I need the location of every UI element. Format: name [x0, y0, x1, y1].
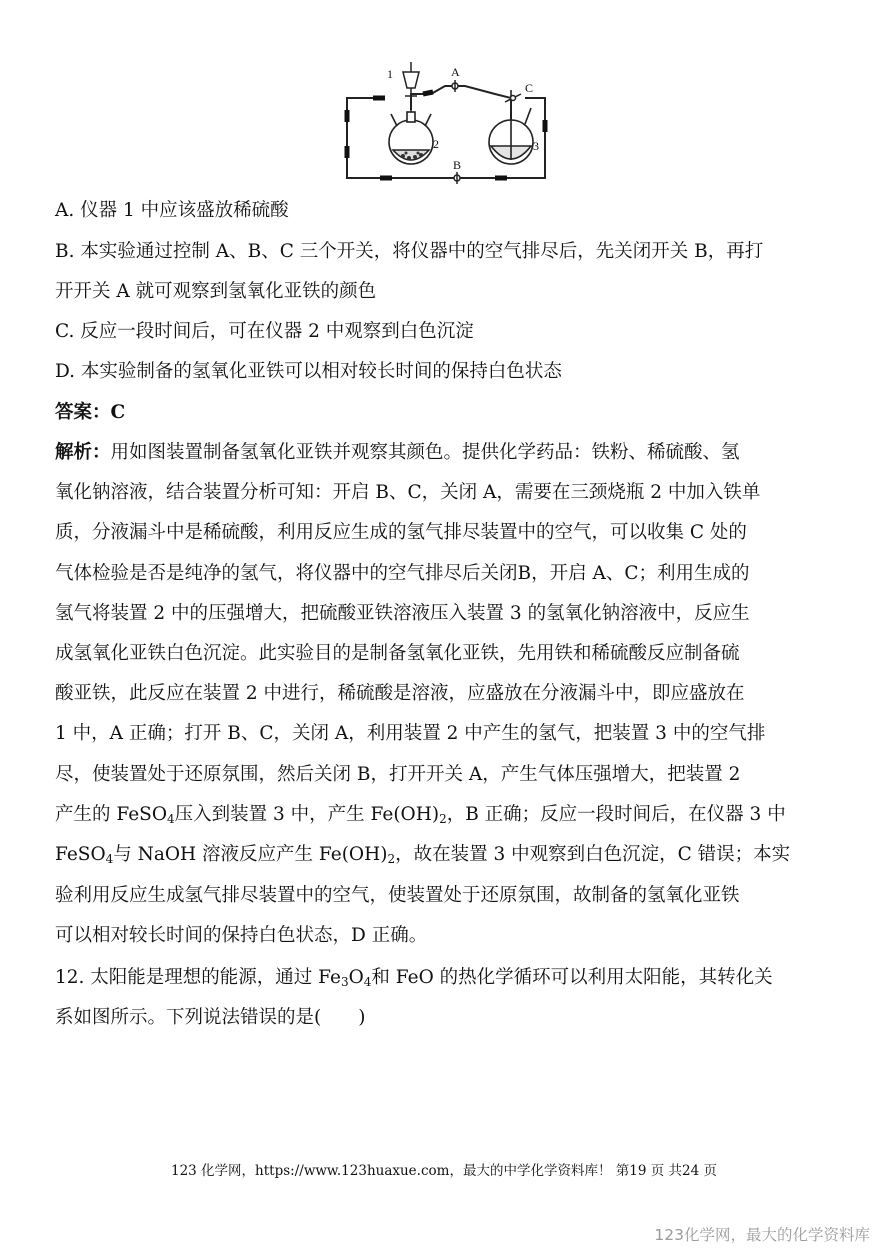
switch-b	[454, 172, 460, 184]
analysis-line-11: FeSO$_4$与 NaOH 溶液反应产生 $Fe(OH)_2$，故在装置 3 中观察到白色沉淀，C 错误；本实	[55, 844, 791, 866]
switch-a	[452, 80, 458, 92]
option-b-line-1: B. 本实验通过控制 A、B、C 三个开关，将仪器中的空气排尽后，先关闭开关 B，再打	[55, 241, 764, 262]
analysis-line-13: 可以相对较长时间的保持白色状态，D 正确。	[55, 925, 428, 946]
page-footer: 123 化学网，https://www.123huaxue.com，最大的中学化学资料库！ 第19 页 共24 页	[171, 1163, 717, 1179]
analysis-line-9: 尽，使装置处于还原氛围，然后关闭 B，打开开关 A，产生气体压强增大，把装置 2	[55, 764, 741, 785]
analysis-line-12: 验利用反应生成氢气排尽装置中的空气，使装置处于还原氛围，故制备的氢氧化亚铁	[55, 885, 740, 906]
analysis-text: 用如图装置制备氢氧化亚铁并观察其颜色。提供化学药品：铁粉、稀硫酸、氢	[110, 442, 740, 463]
option-d: D. 本实验制备的氢氧化亚铁可以相对较长时间的保持白色状态	[55, 361, 562, 382]
label-2: 2	[433, 137, 439, 151]
analysis-line-5: 氢气将装置 2 中的压强增大，把硫酸亚铁溶液压入装置 3 的氢氧化钠溶液中，反应生	[55, 603, 750, 624]
answer-value: C	[110, 402, 126, 423]
answer	[55, 401, 125, 425]
flask-3	[489, 90, 533, 164]
analysis-line-1	[55, 441, 740, 465]
flask-2	[389, 112, 433, 164]
question-12-line-2: 系如图所示。下列说法错误的是( )	[55, 1007, 366, 1028]
option-c: C. 反应一段时间后，可在仪器 2 中观察到白色沉淀	[55, 321, 474, 342]
analysis-line-7: 酸亚铁，此反应在装置 2 中进行，稀硫酸是溶液，应盛放在分液漏斗中，即应盛放在	[55, 683, 745, 704]
analysis-line-2: 氧化钠溶液，结合装置分析可知：开启 B、C，关闭 A，需要在三颈烧瓶 2 中加入铁单	[55, 482, 761, 503]
answer-label: 答案：	[55, 402, 111, 423]
analysis-line-4: 气体检验是否是纯净的氢气，将仪器中的空气排尽后关闭B，开启 A、C；利用生成的	[55, 563, 750, 584]
analysis-line-10: 产生的 FeSO$_4$压入到装置 3 中，产生 $Fe(OH)_2$，B 正确；反应一段时间后，在仪器 3 中	[55, 804, 786, 826]
analysis-line-6: 成氢氧化亚铁白色沉淀。此实验目的是制备氢氧化亚铁，先用铁和稀硫酸反应制备硫	[55, 643, 740, 664]
label-c: C	[525, 81, 534, 95]
label-3: 3	[533, 139, 539, 153]
separatory-funnel-1	[403, 62, 419, 112]
analysis-line-8: 1 中，A 正确；打开 B、C，关闭 A，利用装置 2 中产生的氢气，把装置 3 中的空气排	[55, 723, 766, 744]
analysis-label: 解析：	[55, 442, 111, 463]
label-b: B	[453, 158, 462, 172]
option-b-line-2: 开开关 A 就可观察到氢氧化亚铁的颜色	[55, 281, 377, 302]
option-a: A. 仪器 1 中应该盛放稀硫酸	[55, 200, 289, 221]
question-12-line-1: 12. 太阳能是理想的能源，通过 $Fe_3O_4$和 FeO 的热化学循环可以利用太阳能，其转化关	[55, 967, 773, 989]
watermark: 123化学网，最大的化学资料库	[654, 1226, 870, 1244]
label-1: 1	[387, 67, 393, 81]
analysis-line-3: 质，分液漏斗中是稀硫酸，利用反应生成的氢气排尽装置中的空气，可以收集 C 处的	[55, 522, 747, 543]
label-a: A	[451, 65, 460, 79]
apparatus-diagram	[335, 50, 555, 192]
